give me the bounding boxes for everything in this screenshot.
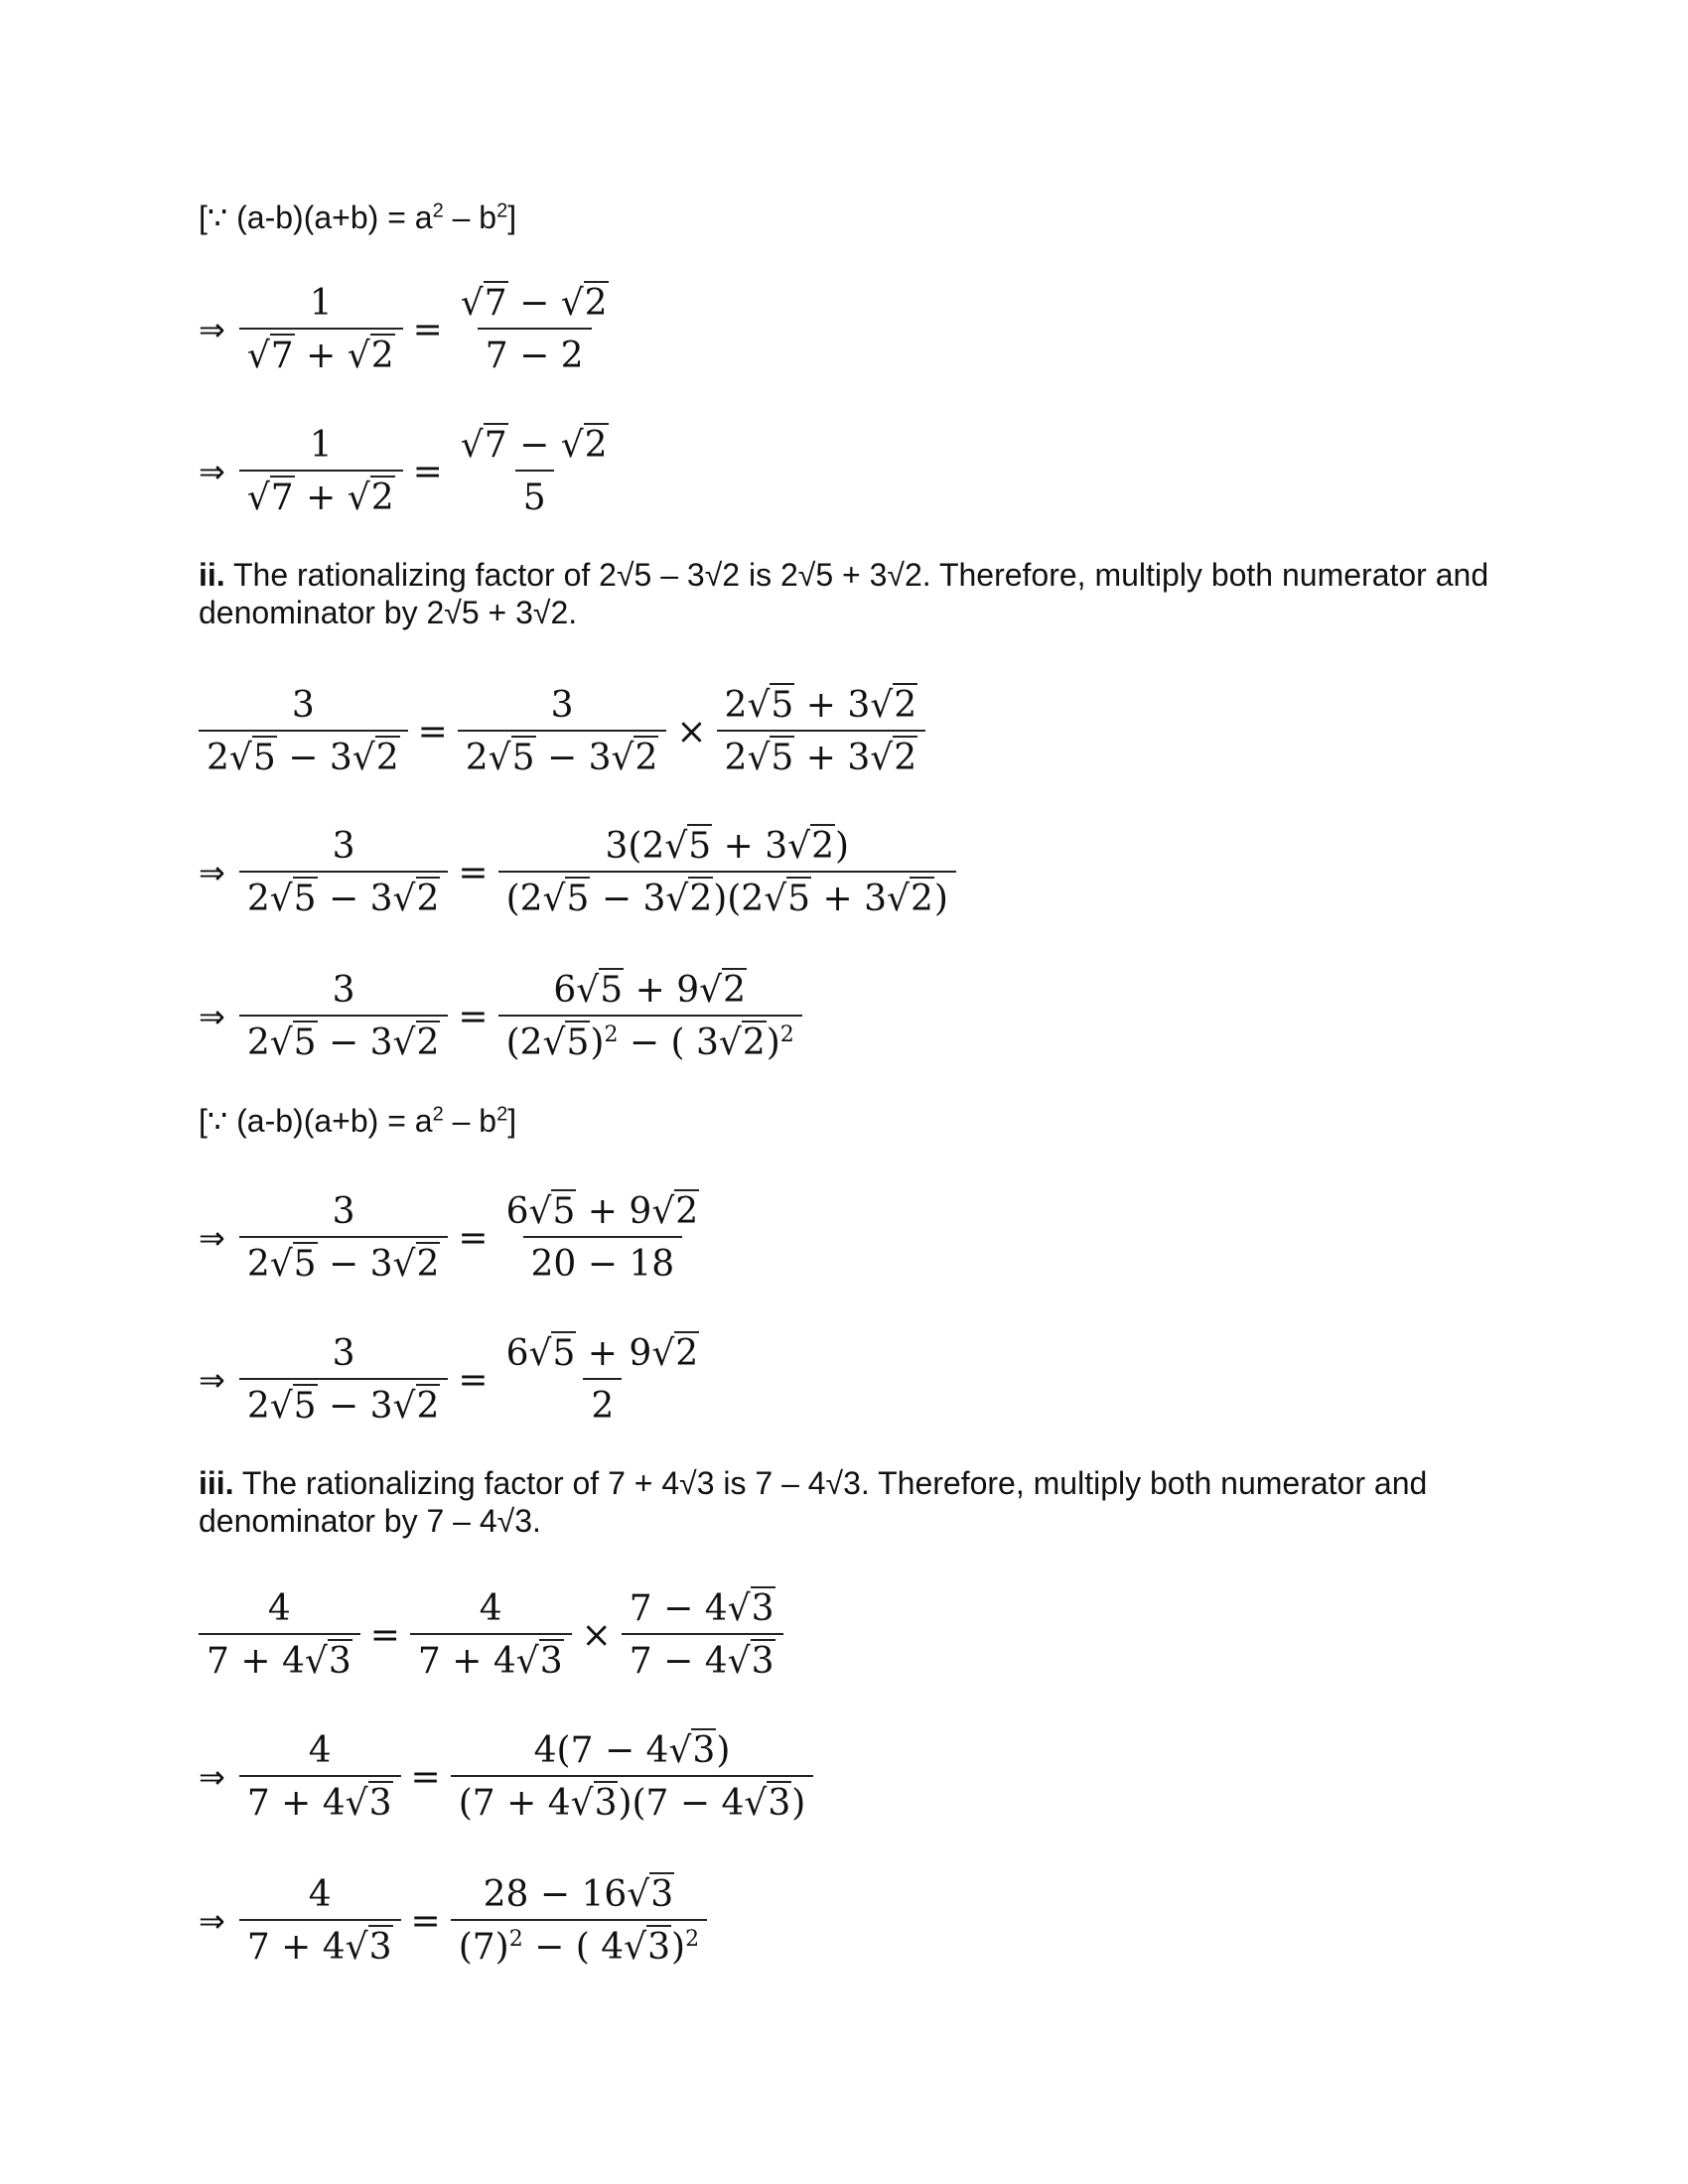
equation-5: ⇒ $\frac{3}{2√5 - 3√2}$ = $\frac{6√5 + 9√2}{(2√5)^2 - ( 3√2)^2}$ <box>199 970 802 1063</box>
part-ii-label: ii. <box>199 557 225 593</box>
identity-note: [∵ $(a-b)(a+b) = a^2 - b^2$] <box>199 1103 517 1139</box>
equation-9: ⇒ $\frac{4}{7 + 4√3}$ = $\frac{4(7 - 4√3)}{(7 + 4√3)(7 - 4√3)}$ <box>199 1730 813 1824</box>
part-iii-paragraph: iii. The rationalizing factor of 7 + 4√3 is 7 – 4√3. Therefore, multiply both numerator and denominator by 7 – 4√3. <box>199 1465 1428 1539</box>
equation-6: ⇒ $\frac{3}{2√5 - 3√2}$ = $\frac{6√5 + 9√2}{20 - 18}$ <box>199 1191 699 1285</box>
equation-2: ⇒ $\frac{1}{√7 + √2}$ = $\frac{√7 - √2}{5}$ <box>199 425 608 518</box>
equation-1: ⇒ $\frac{1}{√7 + √2}$ = $\frac{√7 - √2}{7 - 2}$ <box>199 283 608 376</box>
equation-4: ⇒ $\frac{3}{2√5 - 3√2}$ = $\frac{3(2√5 + 3√2)}{(2√5 - 3√2)(2√5 + 3√2)}$ <box>199 826 956 919</box>
equation-3: $\frac{3}{2√5 - 3√2}$ = $\frac{3}{2√5 - 3√2}$ × $\frac{2√5 + 3√2}{2√5 + 3√2}$ <box>199 685 925 778</box>
equation-7: ⇒ $\frac{3}{2√5 - 3√2}$ = $\frac{6√5 + 9√2}{2}$ <box>199 1333 699 1427</box>
equation-8: $\frac{4}{7 + 4√3}$ = $\frac{4}{7 + 4√3}$ × $\frac{7 - 4√3}{7 - 4√3}$ <box>199 1588 783 1682</box>
identity-note: [∵ $(a-b)(a+b) = a^2 - b^2$] <box>199 200 517 235</box>
equation-10: ⇒ $\frac{4}{7 + 4√3}$ = $\frac{28 - 16√3}{(7)^2 - ( 4√3)^2}$ <box>199 1874 707 1968</box>
part-iii-label: iii. <box>199 1465 234 1501</box>
part-ii-paragraph: ii. The rationalizing factor of 2√5 – 3√2 is 2√5 + 3√2. Therefore, multiply both numerator and denominator by 2√5 + 3√2. <box>199 557 1489 630</box>
